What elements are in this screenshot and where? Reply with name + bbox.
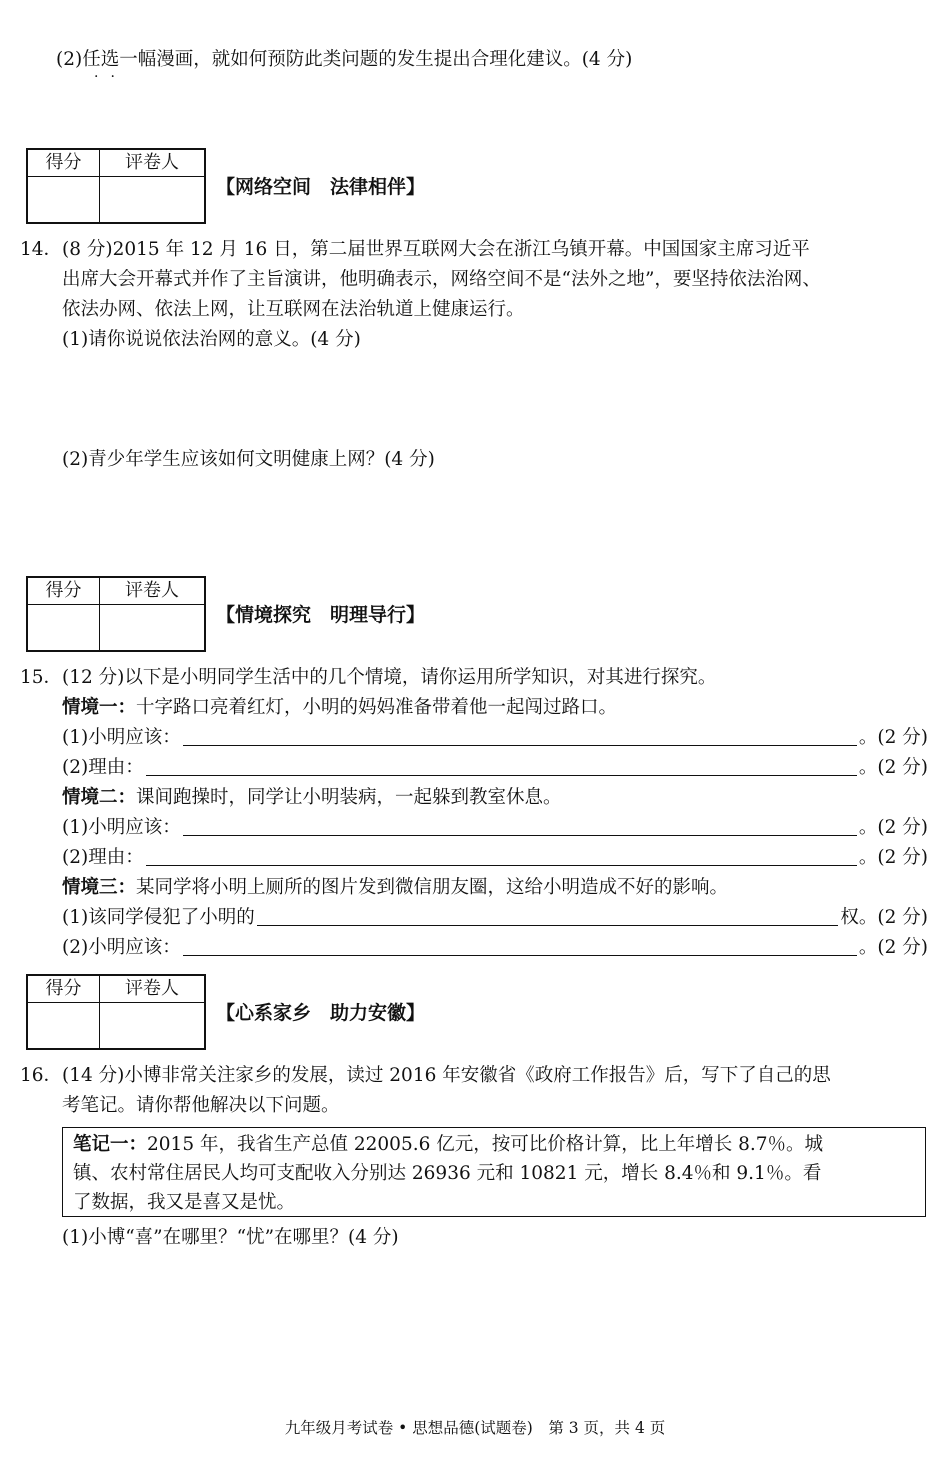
grader-cell[interactable]: [100, 177, 204, 223]
q-label: (2)小明应该：: [62, 937, 181, 958]
note-line2: 镇、农村常住居民人均可支配收入分别达 26936 元和 10821 元，增长 8.4％和 9.1％。看: [73, 1163, 822, 1184]
section-title-network-law: 【网络空间 法律相伴】: [216, 176, 426, 198]
q14-line3: 依法办网、依法上网，让互联网在法治轨道上健康运行。: [62, 299, 525, 320]
points: 。(2 分): [858, 847, 928, 868]
q15-situation2: [62, 786, 562, 810]
q15-intro: 15．(12 分)以下是小明同学生活中的几个情境，请你运用所学知识，对其进行探究。: [20, 667, 717, 688]
q15-situation1: [62, 696, 617, 720]
grader-cell[interactable]: [100, 605, 204, 651]
answer-blank[interactable]: [183, 955, 857, 956]
grader-label: 评卷人: [125, 152, 179, 173]
points: 。(2 分): [858, 727, 928, 748]
points: 权。(2 分): [840, 907, 928, 928]
situation3-text: 某同学将小明上厕所的图片发到微信朋友圈，这给小明造成不好的影响。: [136, 877, 729, 898]
situation1-text: 十字路口亮着红灯，小明的妈妈准备带着他一起闯过路口。: [136, 697, 618, 718]
score-label: 得分: [28, 150, 100, 176]
answer-blank[interactable]: [183, 835, 857, 836]
situation2-label: 情境二：: [62, 787, 137, 808]
q15-situation3: [62, 876, 728, 900]
answer-blank[interactable]: [257, 925, 839, 926]
score-box: [26, 974, 206, 1050]
q-label: (1)小明应该：: [62, 727, 181, 748]
score-cell[interactable]: [28, 177, 100, 223]
section-title-hometown: 【心系家乡 助力安徽】: [216, 1002, 426, 1024]
q-label: (1)小明应该：: [62, 817, 181, 838]
situation1-label: 情境一：: [62, 697, 137, 718]
answer-blank[interactable]: [183, 745, 857, 746]
grader-label: 评卷人: [125, 580, 179, 601]
points: 。(2 分): [858, 937, 928, 958]
score-cell[interactable]: [28, 1003, 100, 1049]
answer-blank[interactable]: [146, 775, 857, 776]
q15-s3-q1: [62, 906, 928, 930]
points: 。(2 分): [858, 757, 928, 778]
score-box: [26, 148, 206, 224]
section-title-situation: 【情境探究 明理导行】: [216, 604, 426, 626]
page-footer: 九年级月考试卷 • 思想品德(试题卷) 第 3 页，共 4 页: [284, 1419, 666, 1437]
q14-part2: (2)青少年学生应该如何文明健康上网？(4 分): [62, 449, 435, 470]
note-label: 笔记一：: [73, 1134, 148, 1155]
q-label: (2)理由：: [62, 847, 144, 868]
q16-part1: (1)小博“喜”在哪里？“忧”在哪里？(4 分): [62, 1227, 399, 1248]
q14-line2: 出席大会开幕式并作了主旨演讲，他明确表示，网络空间不是“法外之地”，要坚持依法治网、: [62, 269, 821, 290]
score-label: 得分: [28, 578, 100, 604]
score-box: [26, 576, 206, 652]
q15-s2-q2: [62, 846, 928, 870]
q14-part1: (1)请你说说依法治网的意义。(4 分): [62, 329, 361, 350]
grader-cell[interactable]: [100, 1003, 204, 1049]
q16-line1: 16．(14 分)小博非常关注家乡的发展，读过 2016 年安徽省《政府工作报告》后，写下了自己的思: [20, 1065, 831, 1086]
q-label: (1)该同学侵犯了小明的: [62, 907, 255, 928]
note-line3: 了数据，我又是喜又是忧。: [73, 1192, 296, 1213]
note-text: 2015 年，我省生产总值 22005.6 亿元，按可比价格计算，比上年增长 8.7％。城: [147, 1134, 824, 1155]
q15-s1-q2: [62, 756, 928, 780]
emphasis-dots: ··: [94, 69, 127, 85]
q16-line2: 考笔记。请你帮他解决以下问题。: [62, 1095, 340, 1116]
answer-blank[interactable]: [146, 865, 857, 866]
points: 。(2 分): [858, 817, 928, 838]
score-label: 得分: [28, 976, 100, 1002]
grader-label: 评卷人: [125, 978, 179, 999]
q15-s1-q1: [62, 726, 928, 750]
note-box: [62, 1127, 926, 1217]
situation3-label: 情境三：: [62, 877, 137, 898]
situation2-text: 课间跑操时，同学让小明装病，一起躲到教室休息。: [136, 787, 562, 808]
q-label: (2)理由：: [62, 757, 144, 778]
q15-s3-q2: [62, 936, 928, 960]
note-line1: [73, 1130, 915, 1159]
q13-part2: (2)任选一幅漫画，就如何预防此类问题的发生提出合理化建议。(4 分): [56, 49, 633, 70]
q14-line1: 14．(8 分)2015 年 12 月 16 日，第二届世界互联网大会在浙江乌镇开幕。中国国家主席习近平: [20, 239, 810, 260]
score-cell[interactable]: [28, 605, 100, 651]
q15-s2-q1: [62, 816, 928, 840]
